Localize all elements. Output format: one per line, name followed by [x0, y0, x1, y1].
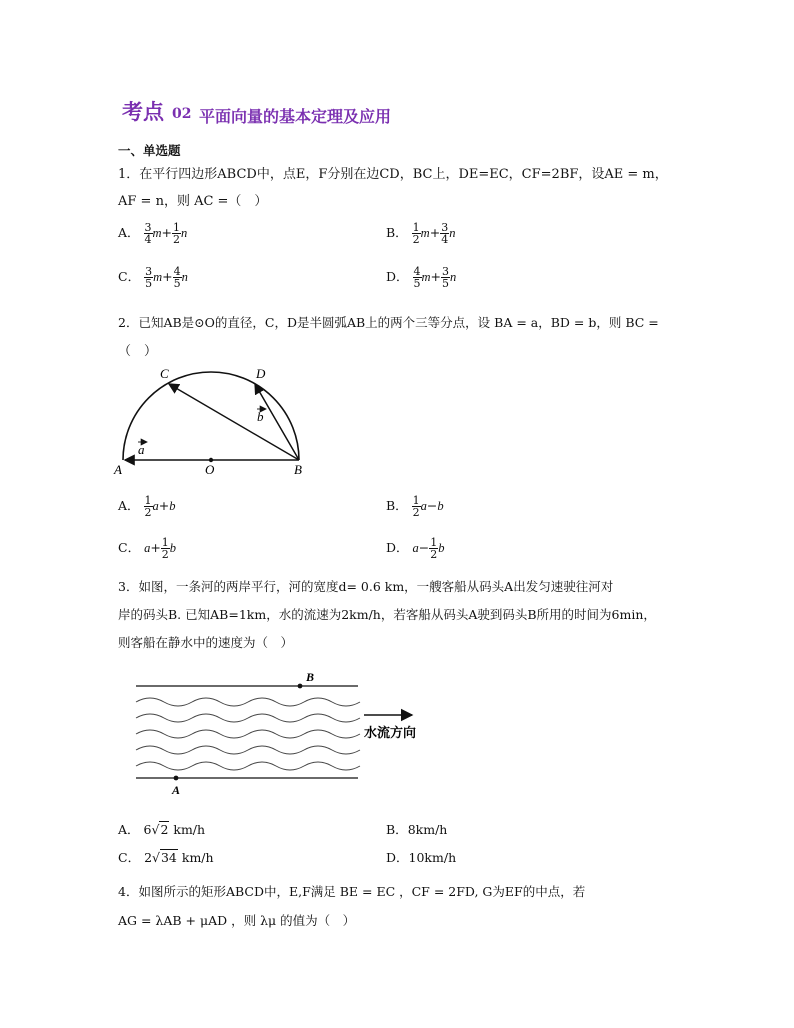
label-c: C	[160, 366, 169, 381]
q2-line2: （ ）	[118, 344, 158, 359]
q4-line1: 4．如图所示的矩形ABCD中，E,F满足 BE = EC ，CF = 2FD, G为EF的中点，若	[118, 884, 586, 899]
q4-line2: AG = λAB + μAD ，则 λμ 的值为（ ）	[118, 913, 356, 928]
dock-b-point	[298, 684, 303, 689]
semicircle-arc	[123, 372, 299, 460]
q2-option-b[interactable]: B． $\frac{1}{2}$ a−b	[386, 494, 444, 519]
vector-bc	[169, 384, 299, 460]
topic-number: 02	[172, 106, 192, 122]
dock-a-label: A	[172, 783, 181, 797]
q1-option-c[interactable]: C． $\frac{3}{5}$ m+ $\frac{4}{5}$ n	[118, 265, 188, 290]
q3-option-c[interactable]: C． 2√34 km/h	[118, 850, 214, 865]
label-a: A	[114, 462, 122, 477]
q3-line3: 则客船在静水中的速度为（ ）	[118, 635, 294, 650]
section-heading: 一、单选题	[118, 143, 181, 158]
q1-option-b[interactable]: B． $\frac{1}{2}$ m+ $\frac{3}{4}$ n	[386, 221, 456, 246]
q2-option-d[interactable]: D． a− $\frac{1}{2}$ b	[386, 536, 445, 561]
q3-option-a[interactable]: A． 6√2 km/h	[118, 822, 206, 837]
water-waves	[136, 698, 360, 770]
q3-line2: 岸的码头B. 已知AB=1km，水的流速为2km/h，若客船从码头A驶到码头B所用的时间为6min，	[118, 607, 656, 622]
q2-option-a[interactable]: A． $\frac{1}{2}$ a+b	[118, 494, 176, 519]
q3-option-b[interactable]: B．8km/h	[386, 822, 448, 837]
q2-line1: 2．已知AB是⊙O的直径，C，D是半圆弧AB上的两个三等分点，设 BA = a，BD = b，则 BC =	[118, 315, 659, 330]
topic-label: 考点	[122, 100, 164, 124]
label-vec-a: a	[138, 442, 145, 457]
q2-option-c[interactable]: C． a+ $\frac{1}{2}$ b	[118, 536, 177, 561]
q3-option-d[interactable]: D．10km/h	[386, 850, 457, 865]
q1-line2: AF = n，则 AC =（ ）	[118, 194, 268, 209]
label-b: B	[294, 462, 302, 477]
label-vec-b: b	[257, 409, 264, 424]
q3-line1: 3．如图，一条河的两岸平行，河的宽度d= 0.6 km，一艘客船从码头A出发匀速驶往河对	[118, 579, 614, 594]
label-d: D	[256, 366, 266, 381]
flow-label: 水流方向	[364, 726, 417, 741]
dock-a-point	[174, 776, 179, 781]
semicircle-figure	[110, 362, 320, 480]
q1-line1: 1．在平行四边形ABCD中，点E，F分别在边CD，BC上，DE=EC，CF=2BF，设AE = m，	[118, 167, 668, 182]
dock-b-label: B	[306, 670, 315, 684]
q1-option-d[interactable]: D． $\frac{4}{5}$ m+ $\frac{3}{5}$ n	[386, 265, 457, 290]
label-o: O	[205, 462, 215, 477]
river-figure	[130, 666, 430, 800]
q1-option-a[interactable]: A． $\frac{3}{4}$ m+ $\frac{1}{2}$ n	[118, 221, 188, 246]
topic-title: 平面向量的基本定理及应用	[199, 107, 392, 126]
